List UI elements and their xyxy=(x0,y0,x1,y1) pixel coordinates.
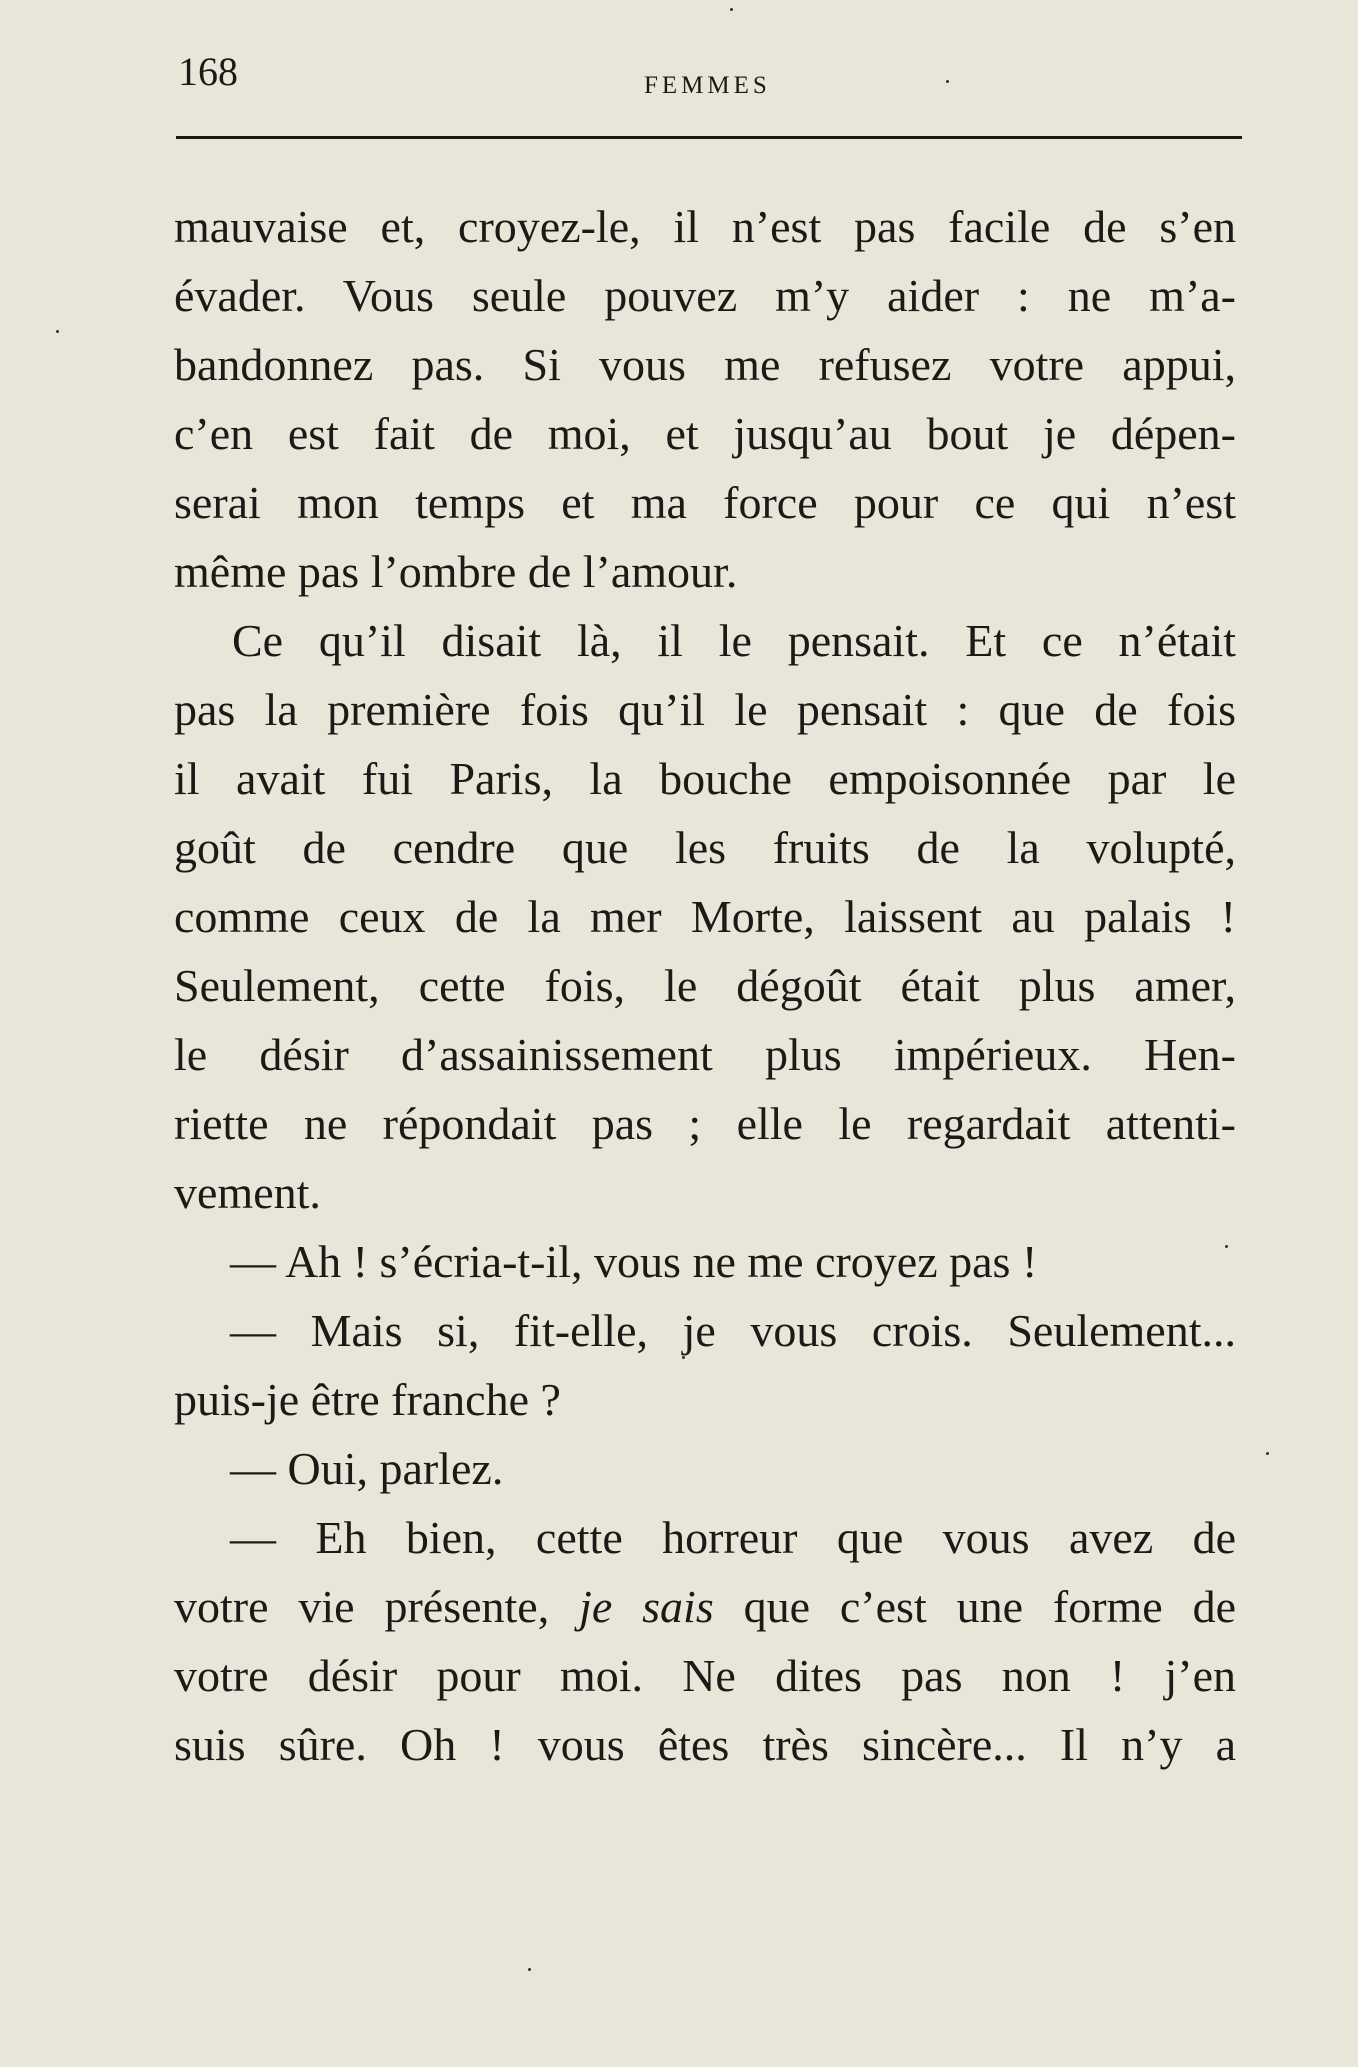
text-line xyxy=(174,1572,1236,1641)
text-line: même pas l’ombre de l’amour. xyxy=(174,546,738,597)
body-text xyxy=(174,192,1236,1779)
text-line: mauvaise et, croyez-le, il n’est pas facile de s’en xyxy=(174,201,1236,252)
text-line: vement. xyxy=(174,1167,321,1218)
paper-speck xyxy=(528,1968,531,1971)
dialogue-line: — Mais si, fit-elle, je vous crois. Seulement... xyxy=(230,1305,1236,1356)
text-line: Ce qu’il disait là, il le pensait. Et ce n’était xyxy=(232,615,1236,666)
text-line: comme ceux de la mer Morte, laissent au palais ! xyxy=(174,891,1236,942)
dialogue-line: — Ah ! s’écria-t-il, vous ne me croyez pas ! xyxy=(230,1236,1038,1287)
text-line: goût de cendre que les fruits de la volupté, xyxy=(174,822,1236,873)
text-line: bandonnez pas. Si vous me refusez votre appui, xyxy=(174,339,1236,390)
text-line: suis sûre. Oh ! vous êtes très sincère... Il n’y a xyxy=(174,1719,1236,1770)
header-rule xyxy=(176,136,1242,139)
text-line: évader. Vous seule pouvez m’y aider : ne m’a- xyxy=(174,270,1236,321)
text-line: serai mon temps et ma force pour ce qui n’est xyxy=(174,477,1236,528)
paper-speck xyxy=(56,330,59,333)
text-segment: que c’est une forme de xyxy=(713,1581,1237,1632)
paper-speck xyxy=(682,1356,685,1359)
dialogue-line: — Oui, parlez. xyxy=(230,1443,504,1494)
text-line: Seulement, cette fois, le dégoût était plus amer, xyxy=(174,960,1236,1011)
text-line: puis-je être franche ? xyxy=(174,1374,561,1425)
running-title: FEMMES xyxy=(644,72,771,99)
text-line: c’en est fait de moi, et jusqu’au bout je dépen- xyxy=(174,408,1236,459)
italic-emphasis: je sais xyxy=(579,1581,714,1632)
text-line: pas la première fois qu’il le pensait : que de fois xyxy=(174,684,1236,735)
text-line: il avait fui Paris, la bouche empoisonnée par le xyxy=(174,753,1236,804)
page-number: 168 xyxy=(178,49,238,94)
text-line: votre désir pour moi. Ne dites pas non ! j’en xyxy=(174,1650,1236,1701)
text-segment: votre vie présente, xyxy=(174,1581,580,1632)
paper-speck xyxy=(1266,1452,1269,1455)
text-line: riette ne répondait pas ; elle le regardait attenti- xyxy=(174,1098,1236,1149)
paper-speck xyxy=(730,8,733,11)
paper-speck xyxy=(946,80,949,83)
text-line: le désir d’assainissement plus impérieux. Hen- xyxy=(174,1029,1236,1080)
paper-speck xyxy=(1225,1245,1228,1248)
dialogue-line: — Eh bien, cette horreur que vous avez de xyxy=(230,1512,1236,1563)
